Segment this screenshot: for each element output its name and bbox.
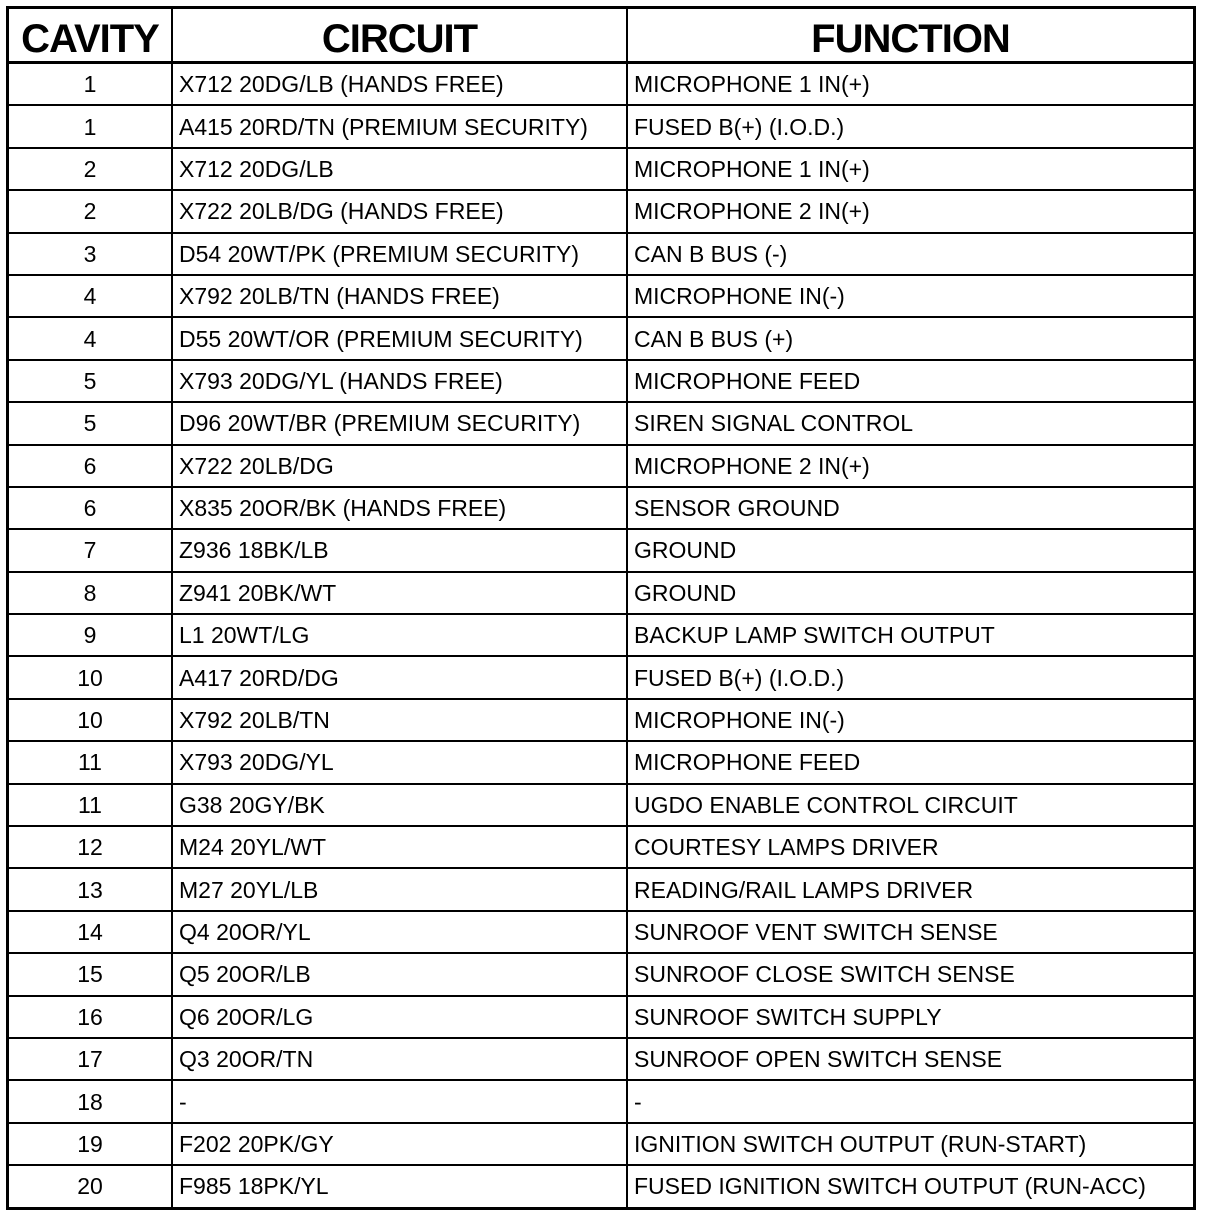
circuit-cell: D96 20WT/BR (PREMIUM SECURITY): [172, 402, 627, 444]
cavity-cell: 3: [9, 233, 172, 275]
function-cell: GROUND: [627, 529, 1193, 571]
function-cell: CAN B BUS (+): [627, 317, 1193, 359]
function-cell: UGDO ENABLE CONTROL CIRCUIT: [627, 784, 1193, 826]
cavity-cell: 13: [9, 868, 172, 910]
table-row: [9, 402, 1193, 444]
function-cell: MICROPHONE 2 IN(+): [627, 190, 1193, 232]
table-row: [9, 360, 1193, 402]
table-body: [9, 63, 1193, 1207]
circuit-cell: L1 20WT/LG: [172, 614, 627, 656]
circuit-cell: Q4 20OR/YL: [172, 911, 627, 953]
cavity-cell: 18: [9, 1080, 172, 1122]
table-row: [9, 1123, 1193, 1165]
function-cell: MICROPHONE IN(-): [627, 699, 1193, 741]
table-row: [9, 445, 1193, 487]
circuit-cell: X722 20LB/DG: [172, 445, 627, 487]
function-cell: SUNROOF SWITCH SUPPLY: [627, 996, 1193, 1038]
function-cell: COURTESY LAMPS DRIVER: [627, 826, 1193, 868]
circuit-cell: G38 20GY/BK: [172, 784, 627, 826]
cavity-cell: 6: [9, 445, 172, 487]
circuit-cell: X722 20LB/DG (HANDS FREE): [172, 190, 627, 232]
circuit-cell: Q6 20OR/LG: [172, 996, 627, 1038]
circuit-cell: M27 20YL/LB: [172, 868, 627, 910]
function-cell: SENSOR GROUND: [627, 487, 1193, 529]
table-row: [9, 529, 1193, 571]
function-cell: SIREN SIGNAL CONTROL: [627, 402, 1193, 444]
function-cell: MICROPHONE 2 IN(+): [627, 445, 1193, 487]
table-row: [9, 784, 1193, 826]
cavity-cell: 1: [9, 105, 172, 147]
cavity-cell: 2: [9, 148, 172, 190]
function-cell: BACKUP LAMP SWITCH OUTPUT: [627, 614, 1193, 656]
circuit-cell: X712 20DG/LB: [172, 148, 627, 190]
table-row: [9, 741, 1193, 783]
cavity-cell: 1: [9, 63, 172, 106]
cavity-cell: 10: [9, 699, 172, 741]
header-function: FUNCTION: [627, 9, 1193, 63]
function-cell: IGNITION SWITCH OUTPUT (RUN-START): [627, 1123, 1193, 1165]
cavity-cell: 5: [9, 402, 172, 444]
table-row: [9, 1080, 1193, 1122]
function-cell: SUNROOF CLOSE SWITCH SENSE: [627, 953, 1193, 995]
function-cell: GROUND: [627, 572, 1193, 614]
function-cell: SUNROOF VENT SWITCH SENSE: [627, 911, 1193, 953]
header-circuit: CIRCUIT: [172, 9, 627, 63]
function-cell: MICROPHONE IN(-): [627, 275, 1193, 317]
function-cell: FUSED B(+) (I.O.D.): [627, 105, 1193, 147]
cavity-cell: 20: [9, 1165, 172, 1206]
circuit-cell: Q5 20OR/LB: [172, 953, 627, 995]
cavity-cell: 5: [9, 360, 172, 402]
table-row: [9, 826, 1193, 868]
table-row: [9, 1165, 1193, 1206]
circuit-cell: A415 20RD/TN (PREMIUM SECURITY): [172, 105, 627, 147]
circuit-cell: X792 20LB/TN (HANDS FREE): [172, 275, 627, 317]
connector-pinout-table: [9, 9, 1193, 1207]
table-row: [9, 190, 1193, 232]
table-row: [9, 105, 1193, 147]
circuit-cell: -: [172, 1080, 627, 1122]
cavity-cell: 6: [9, 487, 172, 529]
circuit-cell: X835 20OR/BK (HANDS FREE): [172, 487, 627, 529]
cavity-cell: 7: [9, 529, 172, 571]
table-row: [9, 572, 1193, 614]
table-row: [9, 699, 1193, 741]
table-row: [9, 614, 1193, 656]
circuit-cell: M24 20YL/WT: [172, 826, 627, 868]
cavity-cell: 9: [9, 614, 172, 656]
function-cell: CAN B BUS (-): [627, 233, 1193, 275]
cavity-cell: 4: [9, 317, 172, 359]
circuit-cell: Z941 20BK/WT: [172, 572, 627, 614]
circuit-cell: F202 20PK/GY: [172, 1123, 627, 1165]
table-row: [9, 868, 1193, 910]
function-cell: FUSED B(+) (I.O.D.): [627, 656, 1193, 698]
cavity-cell: 8: [9, 572, 172, 614]
table-row: [9, 487, 1193, 529]
function-cell: -: [627, 1080, 1193, 1122]
table-row: [9, 1038, 1193, 1080]
circuit-cell: A417 20RD/DG: [172, 656, 627, 698]
cavity-cell: 17: [9, 1038, 172, 1080]
function-cell: READING/RAIL LAMPS DRIVER: [627, 868, 1193, 910]
cavity-cell: 15: [9, 953, 172, 995]
table-row: [9, 275, 1193, 317]
circuit-cell: X792 20LB/TN: [172, 699, 627, 741]
table-row: [9, 953, 1193, 995]
table-row: [9, 656, 1193, 698]
circuit-cell: X793 20DG/YL (HANDS FREE): [172, 360, 627, 402]
header-row: [9, 9, 1193, 63]
connector-pinout-table-frame: [6, 6, 1196, 1210]
circuit-cell: X793 20DG/YL: [172, 741, 627, 783]
cavity-cell: 10: [9, 656, 172, 698]
cavity-cell: 2: [9, 190, 172, 232]
cavity-cell: 19: [9, 1123, 172, 1165]
cavity-cell: 16: [9, 996, 172, 1038]
cavity-cell: 11: [9, 741, 172, 783]
table-row: [9, 148, 1193, 190]
function-cell: SUNROOF OPEN SWITCH SENSE: [627, 1038, 1193, 1080]
cavity-cell: 12: [9, 826, 172, 868]
cavity-cell: 4: [9, 275, 172, 317]
circuit-cell: X712 20DG/LB (HANDS FREE): [172, 63, 627, 106]
circuit-cell: D55 20WT/OR (PREMIUM SECURITY): [172, 317, 627, 359]
circuit-cell: D54 20WT/PK (PREMIUM SECURITY): [172, 233, 627, 275]
cavity-cell: 14: [9, 911, 172, 953]
function-cell: MICROPHONE 1 IN(+): [627, 148, 1193, 190]
function-cell: MICROPHONE 1 IN(+): [627, 63, 1193, 106]
function-cell: MICROPHONE FEED: [627, 741, 1193, 783]
table-row: [9, 317, 1193, 359]
table-row: [9, 63, 1193, 106]
table-row: [9, 996, 1193, 1038]
circuit-cell: F985 18PK/YL: [172, 1165, 627, 1206]
circuit-cell: Z936 18BK/LB: [172, 529, 627, 571]
function-cell: MICROPHONE FEED: [627, 360, 1193, 402]
circuit-cell: Q3 20OR/TN: [172, 1038, 627, 1080]
header-cavity: CAVITY: [9, 9, 172, 63]
table-row: [9, 911, 1193, 953]
cavity-cell: 11: [9, 784, 172, 826]
function-cell: FUSED IGNITION SWITCH OUTPUT (RUN-ACC): [627, 1165, 1193, 1206]
table-row: [9, 233, 1193, 275]
